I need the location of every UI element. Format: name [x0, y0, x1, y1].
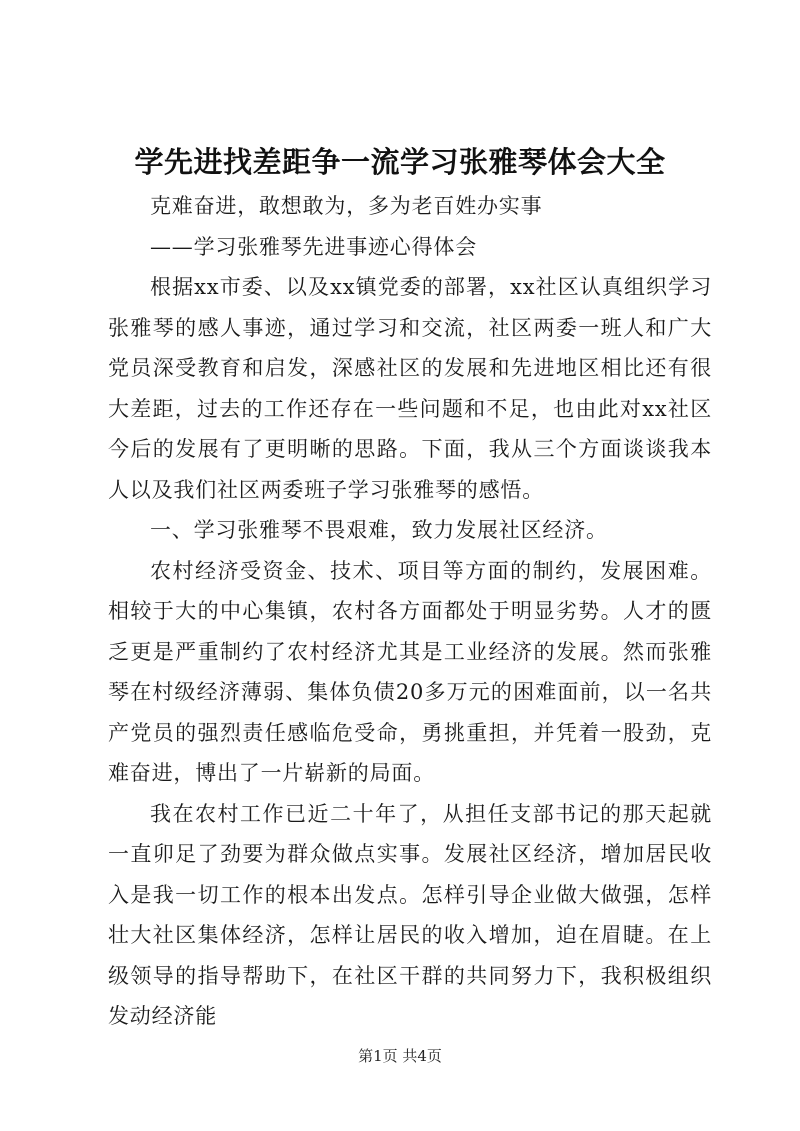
body-paragraph: 农村经济受资金、技术、项目等方面的制约，发展困难。相较于大的中心集镇，农村各方面都处于明显劣势。人才的匮乏更是严重制约了农村经济尤其是工业经济的发展。然而张雅琴在村级经济薄弱、集体负债20多万元的困难面前，以一名共产党员的强烈责任感临危受命，勇挑重担，并凭着一股劲，克难奋进，博出了一片崭新的局面。 [108, 558, 712, 785]
body-paragraph: 我在农村工作已近二十年了，从担任支部书记的那天起就一直卯足了劲要为群众做点实事。发展社区经济，增加居民收入是我一切工作的根本出发点。怎样引导企业做大做强，怎样壮大社区集体经济，怎样让居民的收入增加，迫在眉睫。在上级领导的指导帮助下，在社区干群的共同努力下，我积极组织发动经济能 [108, 801, 712, 1028]
document-title: 学先进找差距争一流学习张雅琴体会大全 [134, 145, 666, 179]
document-body [108, 186, 712, 1037]
body-paragraph: 根据xx市委、以及xx镇党委的部署，xx社区认真组织学习张雅琴的感人事迹，通过学习和交流，社区两委一班人和广大党员深受教育和启发，深感社区的发展和先进地区相比还有很大差距，过去的工作还存在一些问题和不足，也由此对xx社区今后的发展有了更明晰的思路。下面，我从三个方面谈谈我本人以及我们社区两委班子学习张雅琴的感悟。 [108, 275, 712, 502]
section-heading: 一、学习张雅琴不畏艰难，致力发展社区经济。 [150, 518, 608, 542]
subtitle-dash-line: ——学习张雅琴先进事迹心得体会 [150, 234, 477, 259]
subtitle-line: 克难奋进，敢想敢为，多为老百姓办实事 [150, 194, 543, 218]
page-footer: 第1页 共4页 [358, 1047, 442, 1065]
